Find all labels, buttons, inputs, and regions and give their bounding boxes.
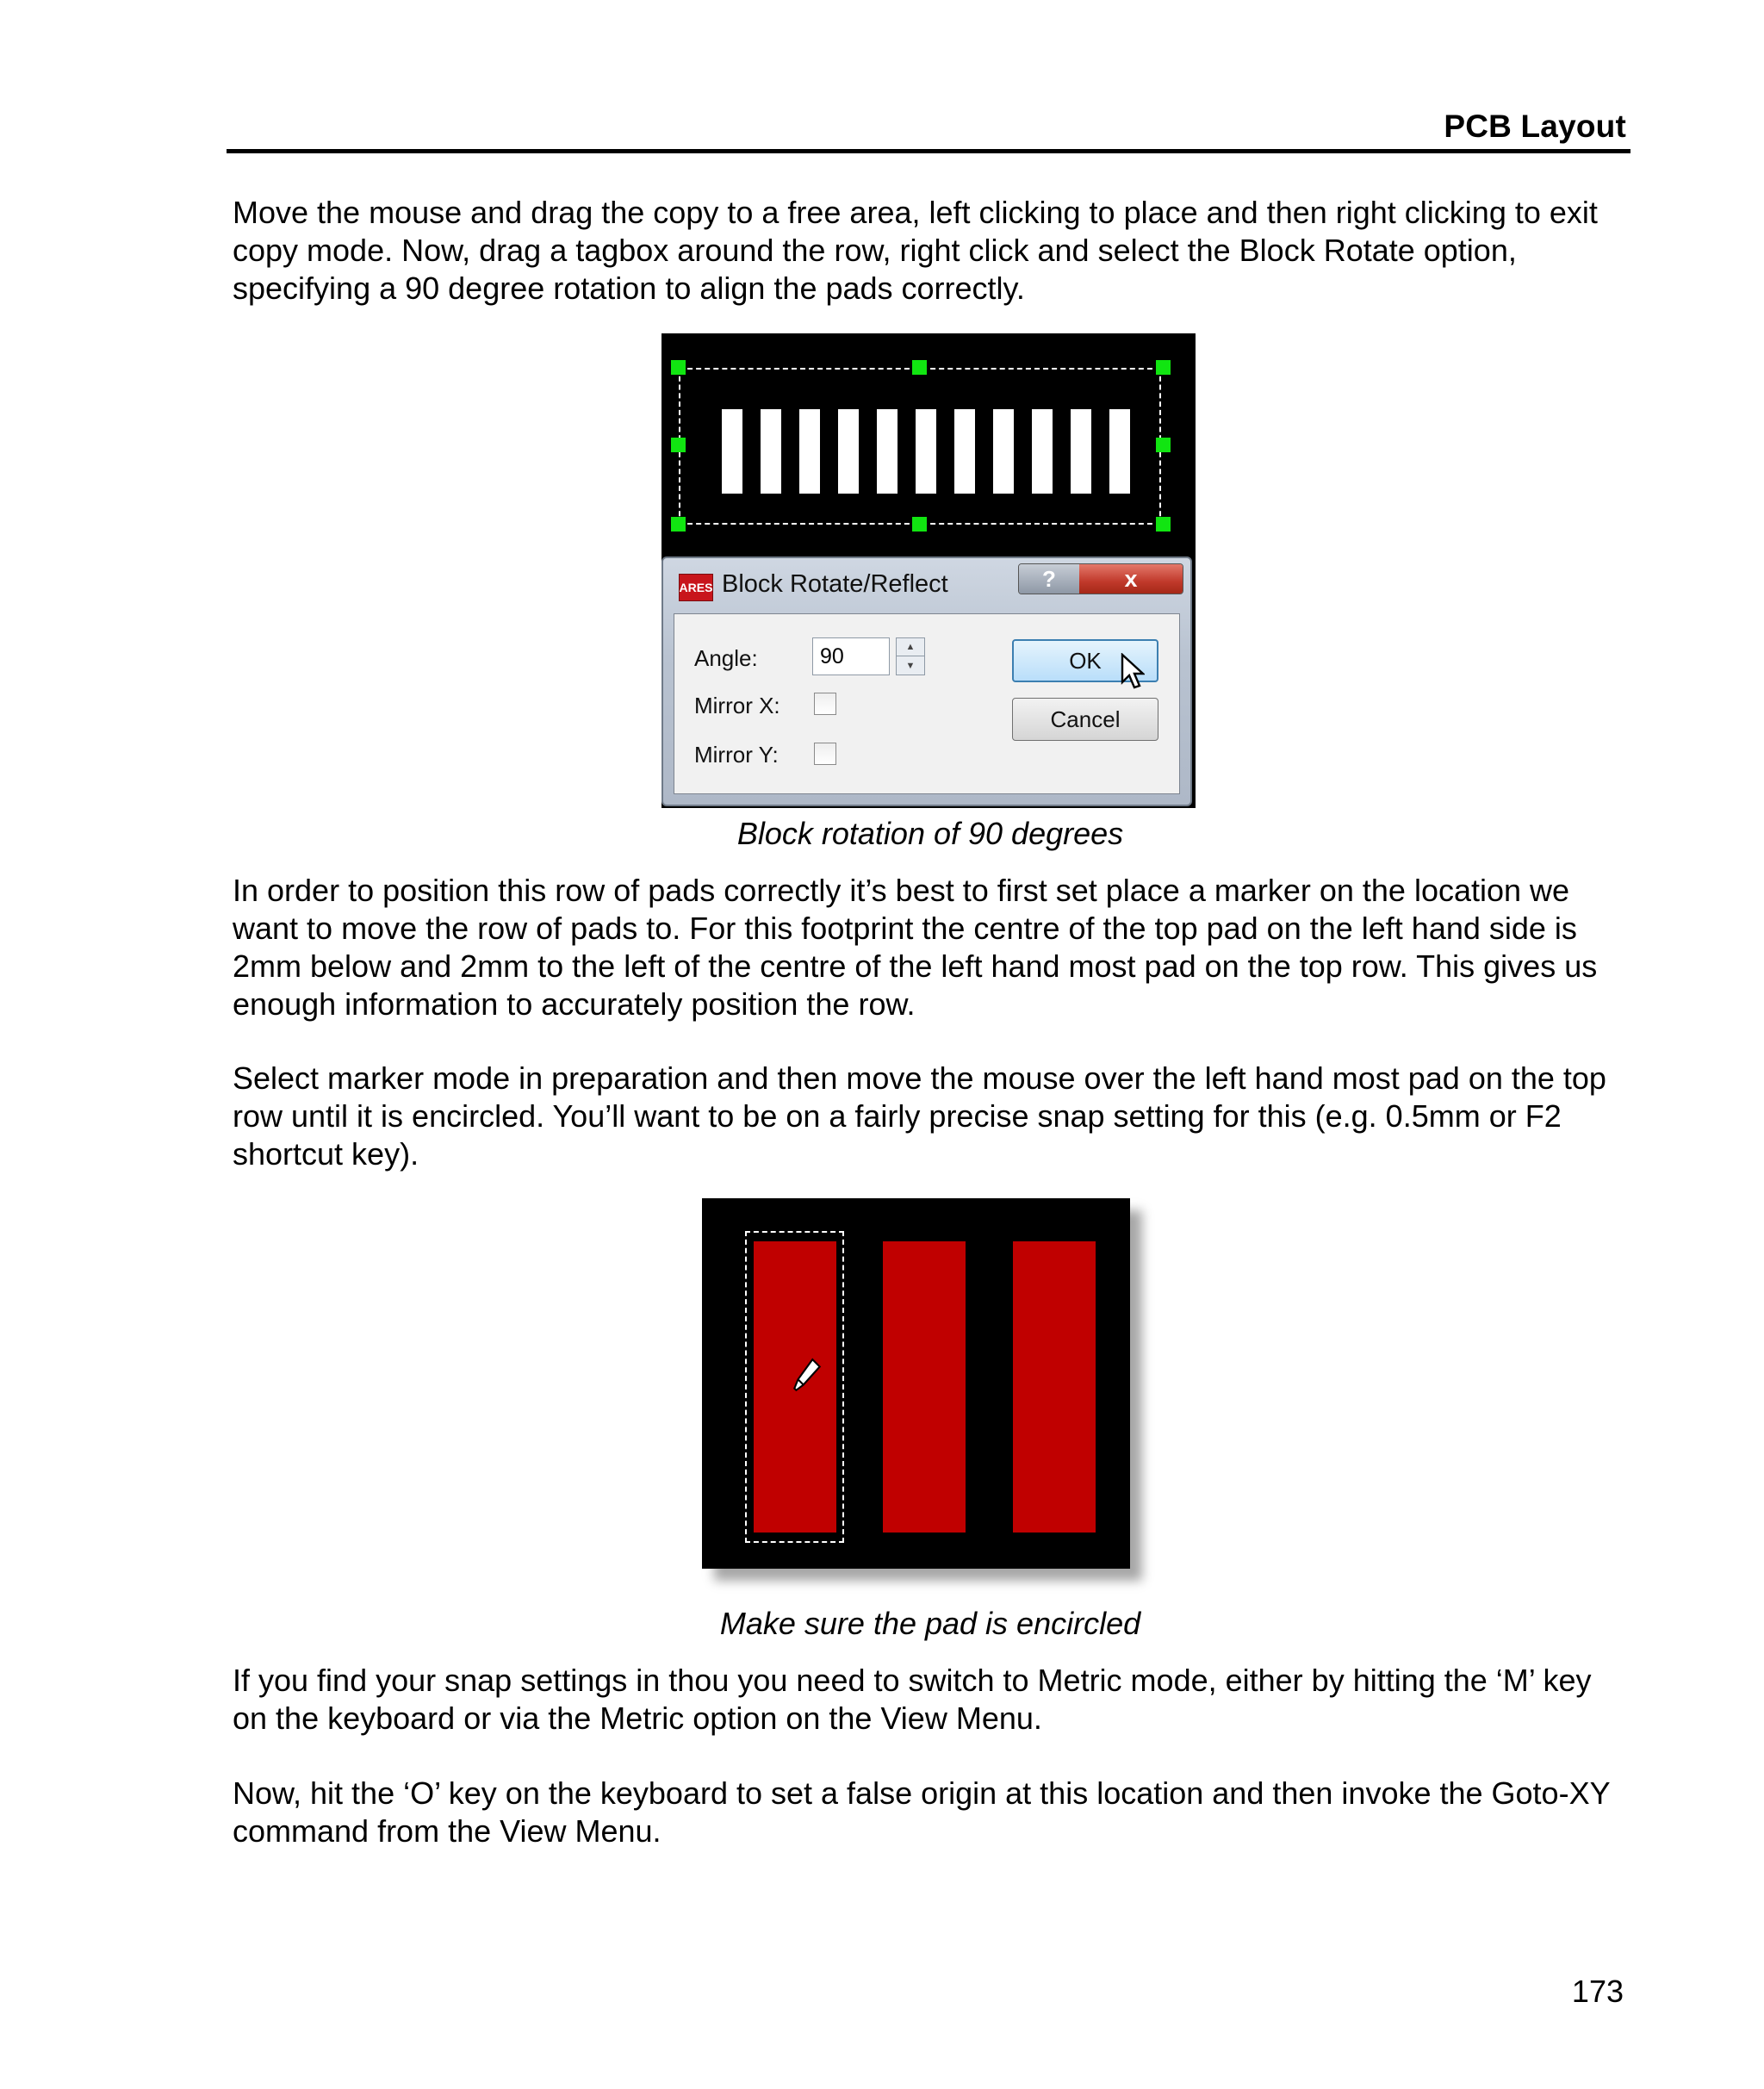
spin-up-icon[interactable]: ▲: [897, 638, 924, 656]
figure-1-caption: Block rotation of 90 degrees: [736, 816, 1124, 851]
pad[interactable]: [838, 409, 859, 494]
header-divider: [227, 149, 1630, 153]
dialog-body: [674, 613, 1180, 794]
selection-handle[interactable]: [912, 360, 927, 375]
pad[interactable]: [916, 409, 936, 494]
figure-2-caption: Make sure the pad is encircled: [719, 1606, 1141, 1641]
pad[interactable]: [954, 409, 975, 494]
angle-spinner[interactable]: [896, 637, 925, 675]
pad[interactable]: [799, 409, 820, 494]
pad[interactable]: [993, 409, 1014, 494]
page-number: 173: [1571, 1974, 1624, 2009]
pad[interactable]: [1109, 409, 1130, 494]
mirror-y-label: Mirror Y:: [694, 742, 779, 768]
ares-app-icon: ARES: [679, 574, 713, 601]
help-button[interactable]: ?: [1019, 564, 1079, 594]
selection-handle[interactable]: [1156, 360, 1171, 375]
pencil-icon: [792, 1358, 822, 1394]
mirror-x-label: Mirror X:: [694, 693, 780, 718]
spin-down-icon[interactable]: ▼: [905, 660, 916, 671]
mirror-y-checkbox[interactable]: [814, 743, 836, 765]
mirror-x-checkbox[interactable]: [814, 693, 836, 715]
paragraph-1: Move the mouse and drag the copy to a free area, left clicking to place and then right clicking to exit copy mode. Now, drag a tagbox around the row, right click and select the Block Rotate option, specifying a 90 degree rotation to align the pads correctly.: [233, 195, 1598, 306]
paragraph-3: Select marker mode in preparation and then move the mouse over the left hand most pad on the top row until it is encircled. You’ll want to be on a fairly precise snap setting for this (e.g. 0.5mm or F2 shortcut key).: [233, 1060, 1606, 1172]
pad[interactable]: [1071, 409, 1091, 494]
pad[interactable]: [877, 409, 898, 494]
pad[interactable]: [761, 409, 781, 494]
title-bar-buttons: [1018, 563, 1183, 594]
pad[interactable]: [722, 409, 742, 494]
figure-block-rotate: [662, 333, 1196, 808]
selection-handle[interactable]: [671, 360, 686, 375]
pad[interactable]: [883, 1241, 966, 1533]
close-button[interactable]: x: [1079, 564, 1183, 594]
page-header-title: PCB Layout: [1444, 109, 1626, 144]
angle-label: Angle:: [694, 645, 758, 671]
cancel-button[interactable]: Cancel: [1012, 698, 1158, 741]
dialog-title: Block Rotate/Reflect: [722, 570, 948, 598]
paragraph-4: If you find your snap settings in thou you need to switch to Metric mode, either by hitting the ‘M’ key on the keyboard or via the Metric option on the View Menu.: [233, 1663, 1592, 1736]
selection-handle[interactable]: [671, 517, 686, 532]
block-rotate-dialog: [662, 556, 1192, 806]
paragraph-2: In order to position this row of pads correctly it’s best to first set place a marker on the location we want to move the row of pads to. For this footprint the centre of the top pad on the left hand side is 2mm below and 2mm to the left of the centre of the left hand most pad on the top row. This gives us enough information to accurately position the row.: [233, 873, 1598, 1022]
paragraph-5: Now, hit the ‘O’ key on the keyboard to set a false origin at this location and then invoke the Goto-XY command from the View Menu.: [233, 1775, 1610, 1849]
selection-handle[interactable]: [1156, 517, 1171, 532]
selection-handle[interactable]: [912, 517, 927, 532]
mouse-pointer-icon: [1121, 653, 1145, 691]
pad[interactable]: [1032, 409, 1053, 494]
pad[interactable]: [1013, 1241, 1096, 1533]
angle-input[interactable]: [812, 637, 890, 675]
selection-handle[interactable]: [1156, 438, 1171, 452]
selection-handle[interactable]: [671, 438, 686, 452]
ok-button[interactable]: OK: [1012, 639, 1158, 682]
figure-pad-encircled: [702, 1198, 1130, 1569]
